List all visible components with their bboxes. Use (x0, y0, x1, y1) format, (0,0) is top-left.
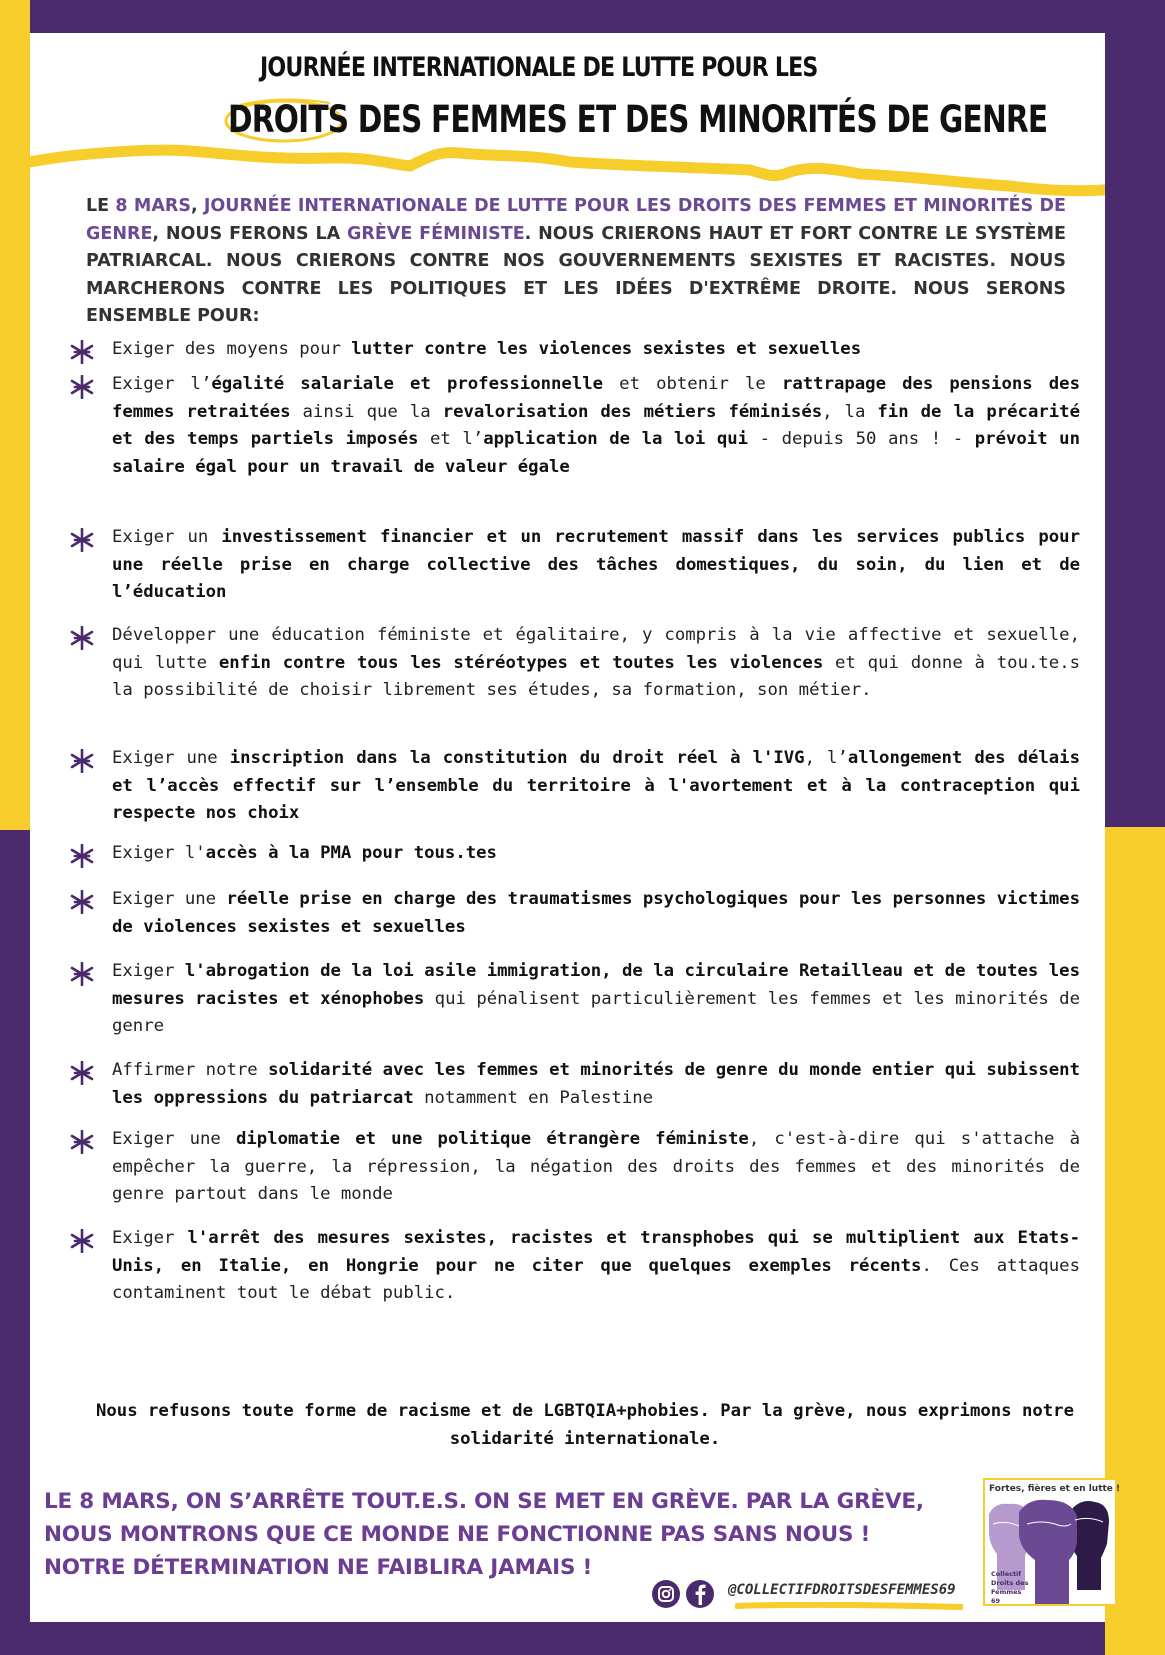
demand-plain: notamment en Palestine (413, 1087, 654, 1108)
star-icon (70, 844, 94, 868)
logo-title: Fortes, fières et en lutte ! (989, 1484, 1121, 1494)
demand-plain: Exiger l' (112, 843, 206, 863)
demand-plain: qui pénalisent particulièrement les femmes et les minorités de genre (112, 988, 1080, 1037)
logo-org-line: Droits des (991, 1579, 1029, 1587)
demand-plain: , l’ (804, 748, 848, 768)
footer-slogan (44, 1485, 964, 1584)
demand-emphasis: accès à la PMA pour tous.tes (205, 843, 497, 863)
star-icon (70, 340, 94, 364)
slogan-line: LE 8 MARS, ON S’ARRÊTE TOUT.E.S. ON SE MET EN GRÈVE. PAR LA GRÈVE, (44, 1489, 924, 1514)
demand-emphasis: investissement financier et un recrutement massif dans les services publics pour une réelle prise en charge collective des tâches domestiques, du soin, du lien et de l’éducation (112, 527, 1080, 603)
demand-text (112, 524, 1080, 607)
star-icon (70, 1061, 94, 1085)
intro-text: , (190, 196, 204, 216)
demand-item (70, 1057, 1080, 1112)
collective-logo (983, 1478, 1121, 1606)
demand-emphasis: rattrapage des pensions des femmes retraitées (112, 374, 1080, 422)
demand-item (70, 745, 1080, 828)
demand-plain: Affirmer notre (112, 1060, 269, 1080)
demand-item (70, 371, 1080, 481)
demand-text (112, 336, 1080, 364)
closing-statement: Nous refusons toute forme de racisme et de LGBTQIA+phobies. Par la grève, nous exprimons notre solidarité internationale. (96, 1401, 1074, 1449)
intro-text: . NOUS CRIERONS HAUT ET FORT CONTRE LE SYSTÈME PATRIARCAL. NOUS CRIERONS CONTRE NOS GOUVERNEMENTS SEXISTES ET RACISTES. NOUS MARCHERONS CONTRE LES POLITIQUES ET LES IDÉES D'EXTRÊME DROITE. NOUS SERONS ENSEMBLE POUR: (86, 223, 1066, 326)
demand-plain: ainsi que la (290, 401, 443, 422)
demand-text (112, 840, 1080, 868)
demand-plain: Exiger l’ (112, 374, 212, 394)
demand-plain: Exiger une (112, 1129, 236, 1149)
demand-item (70, 840, 1080, 868)
demand-emphasis: inscription dans la constitution du droit réel à l'IVG (229, 748, 805, 768)
demand-plain: Exiger des moyens pour (112, 339, 352, 359)
star-icon (70, 1130, 94, 1154)
demand-emphasis: l'abrogation de la loi asile immigration, de la circulaire Retailleau et de toutes les mesures racistes et xénophobes (112, 961, 1080, 1009)
demand-item (70, 886, 1080, 941)
demand-plain: , la (822, 401, 878, 422)
demand-emphasis: fin de la précarité et des temps partiels imposés (112, 401, 1080, 450)
demand-plain: - depuis 50 ans ! - (748, 429, 975, 450)
demand-plain: Développer une éducation féministe et égalitaire, y compris à la vie affective et sexuelle, qui lutte (112, 625, 1080, 673)
demand-emphasis: diplomatie et une politique étrangère féministe (235, 1129, 749, 1149)
demand-text (112, 1126, 1080, 1209)
logo-org-name (991, 1570, 1031, 1606)
demand-plain: Exiger (112, 961, 185, 981)
demand-text (112, 958, 1080, 1041)
demand-item (70, 1126, 1080, 1209)
top-purple-band (30, 0, 1165, 33)
demand-item (70, 1225, 1080, 1308)
demand-emphasis: l'arrêt des mesures sexistes, racistes et transphobes qui se multiplient aux Etats-Unis, en Italie, en Hongrie pour ne citer que quelques exemples récents (112, 1228, 1080, 1276)
logo-org-line: Femmes 69 (991, 1588, 1022, 1605)
logo-org-line: Collectif (991, 1570, 1022, 1578)
demand-plain: Exiger une (112, 889, 227, 909)
demand-emphasis: solidarité avec les femmes et minorités de genre du monde entier qui subissent les oppressions du patriarcat (112, 1060, 1080, 1108)
demand-text (112, 886, 1080, 941)
demand-item (70, 524, 1080, 607)
demand-emphasis: réelle prise en charge des traumatismes psychologiques pour les personnes victimes de violences sexistes et sexuelles (112, 889, 1080, 937)
demand-text (112, 622, 1080, 705)
title-rest: DES FEMMES ET DES MINORITÉS DE GENRE (348, 98, 1048, 141)
demand-emphasis: revalorisation des métiers féminisés (442, 401, 823, 422)
slogan-line: NOUS MONTRONS QUE CE MONDE NE FONCTIONNE PAS SANS NOUS ! (44, 1522, 871, 1547)
demand-plain: et l’ (418, 429, 484, 450)
instagram-icon[interactable] (652, 1580, 680, 1608)
right-purple-strip (1105, 0, 1165, 827)
intro-paragraph (86, 193, 1066, 331)
demand-item (70, 622, 1080, 705)
facebook-icon[interactable] (686, 1580, 714, 1608)
star-icon (70, 375, 94, 399)
title-circled-word: DROITS (228, 98, 349, 141)
demand-item (70, 958, 1080, 1041)
intro-highlight: GRÈVE FÉMINISTE (347, 223, 525, 244)
intro-highlight: 8 MARS (115, 196, 191, 216)
social-handle[interactable]: @COLLECTIFDROITSDESFEMMES69 (728, 1582, 956, 1598)
star-icon (70, 890, 94, 914)
demand-plain: Exiger (112, 1228, 188, 1248)
demand-plain: et qui donne à tou.te.s la possibilité de choisir librement ses études, sa formation, son métier. (112, 652, 1081, 701)
demand-emphasis: enfin contre tous les stéréotypes et toutes les violences (218, 652, 824, 673)
title-line-2 (228, 98, 1047, 141)
demand-text (112, 745, 1080, 828)
intro-highlight: JOURNÉE INTERNATIONALE DE LUTTE POUR LES DROITS DES FEMMES ET MINORITÉS DE GENRE (86, 196, 1066, 244)
demand-text (112, 371, 1080, 481)
demand-plain: , c'est-à-dire qui s'attache à empêcher la guerre, la répression, la négation des droits des femmes et des minorités de genre partout dans le monde (112, 1129, 1080, 1205)
social-icons (652, 1580, 714, 1608)
intro-text: LE (86, 196, 116, 216)
star-icon (70, 749, 94, 773)
star-icon (70, 962, 94, 986)
demand-text (112, 1057, 1080, 1112)
star-icon (70, 1229, 94, 1253)
title-line-1: JOURNÉE INTERNATIONALE DE LUTTE POUR LES (260, 52, 818, 83)
demand-text (112, 1225, 1080, 1308)
demand-plain: . Ces attaques contaminent tout le débat public. (112, 1255, 1080, 1304)
demand-item (70, 336, 1080, 364)
demand-emphasis: lutter contre les violences sexistes et sexuelles (351, 339, 862, 359)
demand-emphasis: prévoit un salaire égal pour un travail de valeur égale (112, 429, 1080, 477)
demand-emphasis: égalité salariale et professionnelle (211, 374, 604, 394)
bottom-purple-band (0, 1622, 1105, 1655)
demand-plain: Exiger une (112, 748, 230, 768)
intro-text: , NOUS FERONS LA (152, 223, 348, 244)
left-purple-strip (0, 830, 30, 1655)
demand-plain: et obtenir le (603, 374, 782, 394)
handle-underline (735, 1602, 963, 1610)
demand-emphasis: application de la loi qui (483, 429, 749, 450)
star-icon (70, 528, 94, 552)
slogan-line: NOTRE DÉTERMINATION NE FAIBLIRA JAMAIS ! (44, 1555, 593, 1580)
demand-emphasis: allongement des délais et l’accès effectif sur l’ensemble du territoire à l'avortement et à la contraception qui respecte nos choix (112, 748, 1080, 824)
star-icon (70, 626, 94, 650)
left-yellow-strip (0, 0, 30, 830)
demand-plain: Exiger un (112, 527, 222, 547)
